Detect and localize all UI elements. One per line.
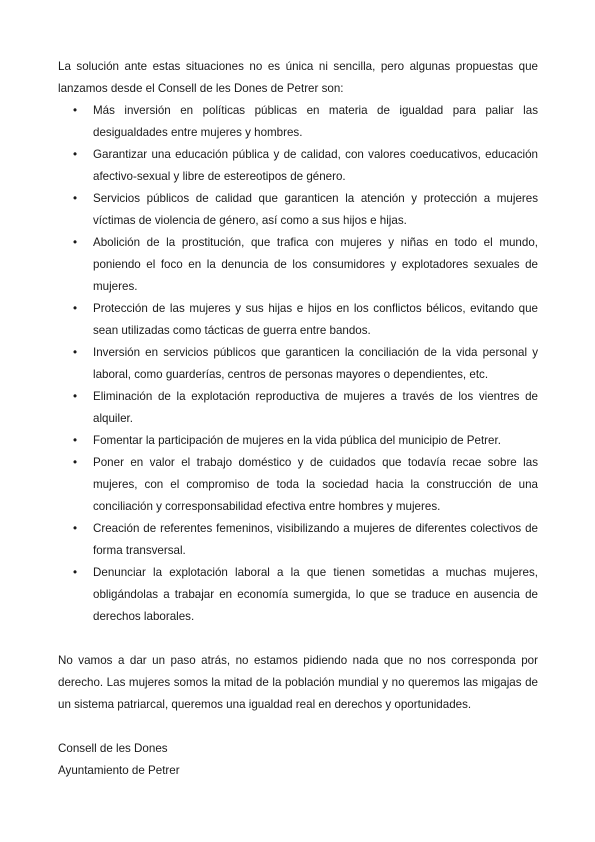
list-item-text: Servicios públicos de calidad que garanticen la atención y protección a mujeres víctimas de violencia de género, así como a sus hijos e hijas. (93, 192, 538, 227)
list-item (58, 342, 538, 386)
list-item (58, 562, 538, 628)
bullet-icon: • (73, 104, 78, 117)
list-item (58, 298, 538, 342)
bullet-icon: • (73, 456, 78, 469)
list-item-text: Fomentar la participación de mujeres en la vida pública del municipio de Petrer. (93, 434, 501, 447)
bullet-icon: • (73, 434, 78, 447)
intro-paragraph: La solución ante estas situaciones no es única ni sencilla, pero algunas propuestas que lanzamos desde el Consell de les Dones de Petrer son: (58, 60, 538, 95)
bullet-icon: • (73, 236, 78, 249)
bullet-icon: • (73, 346, 78, 359)
list-item-text: Protección de las mujeres y sus hijas e hijos en los conflictos bélicos, evitando que sean utilizadas como tácticas de guerra entre bandos. (93, 302, 538, 337)
list-item (58, 452, 538, 518)
list-item (58, 518, 538, 562)
paragraph-spacer (58, 628, 538, 650)
bullet-icon: • (73, 390, 78, 403)
bullet-icon: • (73, 192, 78, 205)
bullet-icon: • (73, 302, 78, 315)
proposals-list (58, 100, 538, 628)
list-item-text: Inversión en servicios públicos que garanticen la conciliación de la vida personal y laboral, como guarderías, centros de personas mayores o dependientes, etc. (93, 346, 538, 381)
bullet-icon: • (73, 522, 78, 535)
list-item-text: Abolición de la prostitución, que trafica con mujeres y niñas en todo el mundo, poniendo el foco en la denuncia de los consumidores y explotadores sexuales de mujeres. (93, 236, 538, 293)
bullet-icon: • (73, 148, 78, 161)
closing-paragraph: No vamos a dar un paso atrás, no estamos pidiendo nada que no nos corresponda por derecho. Las mujeres somos la mitad de la población mundial y no queremos las migajas de un sistema patriarcal, queremos una igualdad real en derechos y oportunidades. (58, 654, 538, 711)
signature-organization: Consell de les Dones (58, 742, 168, 755)
signature-institution: Ayuntamiento de Petrer (58, 764, 180, 777)
list-item (58, 430, 538, 452)
bullet-icon: • (73, 566, 78, 579)
list-item-text: Más inversión en políticas públicas en materia de igualdad para paliar las desigualdades entre mujeres y hombres. (93, 104, 538, 139)
list-item (58, 232, 538, 298)
list-item-text: Creación de referentes femeninos, visibilizando a mujeres de diferentes colectivos de forma transversal. (93, 522, 538, 557)
document-body (58, 56, 538, 782)
list-item (58, 188, 538, 232)
list-item-text: Denunciar la explotación laboral a la que tienen sometidas a muchas mujeres, obligándolas a trabajar en economía sumergida, lo que se traduce en ausencia de derechos laborales. (93, 566, 538, 623)
list-item (58, 144, 538, 188)
paragraph-spacer (58, 716, 538, 738)
list-item (58, 386, 538, 430)
list-item-text: Eliminación de la explotación reproductiva de mujeres a través de los vientres de alquiler. (93, 390, 538, 425)
list-item (58, 100, 538, 144)
list-item-text: Poner en valor el trabajo doméstico y de cuidados que todavía recae sobre las mujeres, con el compromiso de toda la sociedad hacia la construcción de una conciliación y corresponsabilidad efectiva entre hombres y mujeres. (93, 456, 538, 513)
list-item-text: Garantizar una educación pública y de calidad, con valores coeducativos, educación afectivo-sexual y libre de estereotipos de género. (93, 148, 538, 183)
